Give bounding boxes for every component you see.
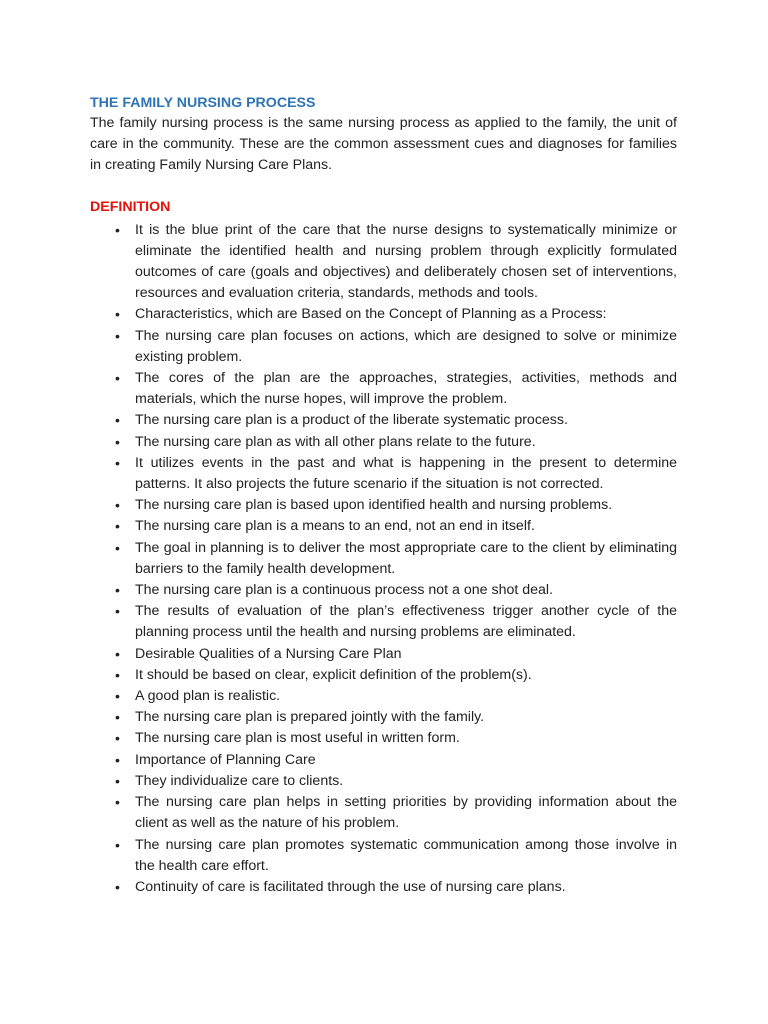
intro-paragraph: The family nursing process is the same nursing process as applied to the family, the unit of care in the community. These are the common assessment cues and diagnoses for families in creating Family Nursing Care Plans.	[90, 115, 677, 174]
bullet-item	[90, 326, 677, 368]
bullet-item	[90, 792, 677, 834]
bullet-text: The nursing care plan is a product of the liberate systematic process.	[135, 412, 568, 429]
bullet-icon: •	[115, 709, 120, 726]
bullet-text: Characteristics, which are Based on the Concept of Planning as a Process:	[135, 306, 607, 323]
bullet-text: The results of evaluation of the plan’s effectiveness trigger another cycle of the planning process until the health and nursing problems are eliminated.	[135, 603, 677, 641]
bullet-text: The nursing care plan helps in setting priorities by providing information about the client as well as the nature of his problem.	[135, 794, 677, 832]
definition-heading: DEFINITION	[90, 198, 171, 215]
bullet-item	[90, 580, 677, 601]
bullet-item	[90, 601, 677, 643]
bullet-text: Desirable Qualities of a Nursing Care Plan	[135, 645, 402, 662]
bullet-text: It utilizes events in the past and what is happening in the present to determine patterns. It also projects the future scenario if the situation is not corrected.	[135, 454, 677, 493]
bullet-icon: •	[115, 645, 120, 662]
bullet-text: It is the blue print of the care that the nurse designs to systematically minimize or eliminate the identified health and nursing problem through explicitly formulated outcomes of care (goals and objectives) and deliberately chosen set of interventions, resources and evaluation criteria, standards, methods and tools.	[135, 221, 677, 302]
bullet-text: Continuity of care is facilitated through the use of nursing care plans.	[135, 878, 566, 895]
bullet-text: It should be based on clear, explicit definition of the problem(s).	[135, 666, 532, 683]
bullet-icon: •	[115, 497, 120, 514]
bullet-item	[90, 410, 677, 431]
bullet-item	[90, 877, 677, 898]
bullet-text: A good plan is realistic.	[135, 688, 281, 705]
bullet-icon: •	[115, 454, 120, 471]
bullet-text: The nursing care plan is a means to an end, not an end in itself.	[135, 518, 535, 535]
bullet-item	[90, 495, 677, 516]
bullet-text: The cores of the plan are the approaches, strategies, activities, methods and materials, which the nurse hopes, will improve the problem.	[135, 370, 677, 408]
bullet-item	[90, 220, 677, 305]
bullet-icon: •	[115, 539, 120, 556]
bullet-icon: •	[115, 666, 120, 683]
bullet-item	[90, 665, 677, 686]
bullet-item	[90, 707, 677, 728]
bullet-icon: •	[115, 582, 120, 599]
bullet-icon: •	[115, 730, 120, 747]
bullet-item	[90, 686, 677, 707]
definition-bullet-list	[90, 220, 677, 899]
bullet-icon: •	[115, 751, 120, 768]
bullet-text: The goal in planning is to deliver the most appropriate care to the client by eliminating barriers to the family health development.	[135, 539, 677, 577]
bullet-item	[90, 368, 677, 410]
bullet-text: The nursing care plan is prepared jointly with the family.	[135, 709, 485, 726]
bullet-icon: •	[115, 221, 120, 238]
bullet-icon: •	[115, 836, 120, 853]
bullet-text: The nursing care plan is a continuous process not a one shot deal.	[135, 582, 554, 599]
bullet-item	[90, 516, 677, 537]
bullet-text: The nursing care plan is most useful in written form.	[135, 730, 460, 747]
bullet-text: The nursing care plan is based upon identified health and nursing problems.	[135, 497, 613, 514]
document-title: THE FAMILY NURSING PROCESS	[90, 95, 316, 111]
bullet-icon: •	[115, 327, 120, 344]
bullet-text: The nursing care plan focuses on actions, which are designed to solve or minimize existing problem.	[135, 327, 677, 365]
bullet-icon: •	[115, 370, 120, 387]
bullet-icon: •	[115, 412, 120, 429]
bullet-icon: •	[115, 772, 120, 789]
bullet-icon: •	[115, 518, 120, 535]
bullet-text: Importance of Planning Care	[135, 751, 316, 768]
bullet-item	[90, 304, 677, 325]
bullet-text: The nursing care plan promotes systematic communication among those involve in the health care effort.	[135, 836, 677, 874]
bullet-icon: •	[115, 688, 120, 705]
bullet-text: They individualize care to clients.	[135, 772, 344, 789]
bullet-item	[90, 835, 677, 877]
bullet-icon: •	[115, 794, 120, 811]
bullet-icon: •	[115, 433, 120, 450]
bullet-item	[90, 644, 677, 665]
document-body	[90, 93, 677, 898]
bullet-item	[90, 750, 677, 771]
bullet-icon: •	[115, 878, 120, 895]
bullet-icon: •	[115, 306, 120, 323]
bullet-item	[90, 728, 677, 749]
bullet-item	[90, 538, 677, 580]
bullet-icon: •	[115, 603, 120, 620]
bullet-text: The nursing care plan as with all other plans relate to the future.	[135, 433, 536, 450]
bullet-item	[90, 432, 677, 453]
bullet-item	[90, 771, 677, 792]
bullet-item	[90, 453, 677, 495]
